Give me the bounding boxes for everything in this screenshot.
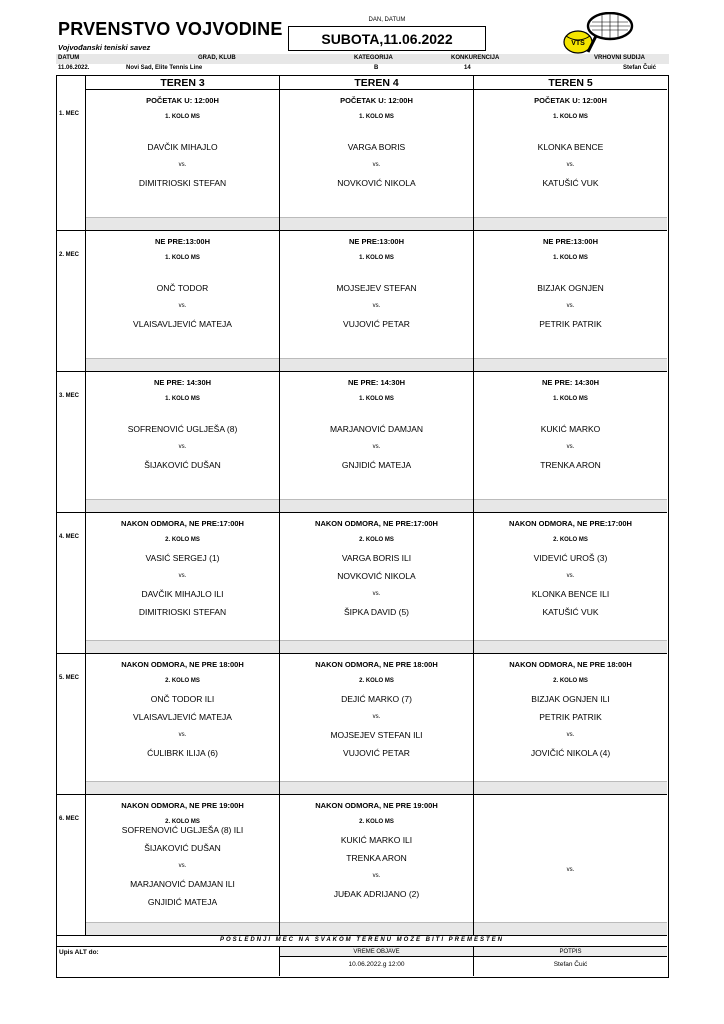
players-block [86, 279, 279, 333]
match-slot [473, 231, 667, 371]
versus-label: vs. [372, 303, 381, 309]
meta-value-sudija: Stefan Čuić [623, 65, 657, 71]
result-shade [280, 922, 473, 935]
player-name: KUKIĆ MARKO [540, 424, 601, 434]
match-slot [279, 231, 473, 371]
meta-header-row [56, 54, 669, 64]
players-block [474, 690, 667, 762]
date-caption: DAN, DATUM [368, 17, 406, 23]
round-label: 2. KOLO MS [359, 537, 394, 543]
player-name: PETRIK PATRIK [539, 319, 602, 329]
match-slot [473, 795, 667, 935]
player-name: BIZJAK OGNJEN [537, 283, 604, 293]
player-name: JUĐAK ADRIJANO (2) [333, 889, 420, 899]
player-name: GNJIDIĆ MATEJA [341, 460, 412, 470]
round-label: 2. KOLO MS [553, 537, 588, 543]
match-slot [85, 513, 279, 653]
match-label: 3. MEC [59, 393, 80, 399]
versus-label: vs. [566, 732, 575, 738]
player-name: VASIĆ SERGEJ (1) [145, 553, 220, 563]
match-slot [473, 372, 667, 512]
players-block [280, 420, 473, 474]
player-name: ONČ TODOR [156, 283, 209, 293]
meta-label-konkurencija: KONKURENCIJA [451, 55, 500, 61]
player-name: KATUŠIĆ VUK [542, 607, 599, 617]
start-time: NAKON ODMORA, NE PRE 19:00H [121, 801, 244, 810]
players-block [280, 549, 473, 621]
player-name: KATUŠIĆ VUK [542, 178, 599, 188]
match-row [57, 795, 667, 936]
publish-time-value: 10.06.2022.g 12:00 [348, 961, 405, 968]
players-block [474, 549, 667, 621]
result-shade [86, 358, 279, 371]
result-shade [474, 922, 667, 935]
versus-label: vs. [372, 591, 381, 597]
player-name: SOFRENOVIĆ UGLJEŠA (8) [127, 424, 238, 434]
player-name: NOVKOVIĆ NIKOLA [337, 178, 416, 188]
player-name: MOJSEJEV STEFAN ILI [330, 730, 423, 740]
players-block [280, 831, 473, 903]
match-slot [279, 90, 473, 230]
match-label: 6. MEC [59, 816, 80, 822]
match-row [57, 654, 667, 795]
court-header-5: TEREN 5 [473, 76, 667, 90]
result-shade [86, 781, 279, 794]
start-time: NAKON ODMORA, NE PRE 19:00H [315, 801, 438, 810]
match-slot [279, 654, 473, 794]
start-time: NE PRE: 14:30H [153, 378, 212, 387]
result-shade [474, 358, 667, 371]
match-slot [279, 795, 473, 935]
players-block [86, 821, 279, 911]
player-name: VARGA BORIS ILI [341, 553, 412, 563]
round-label: 1. KOLO MS [359, 255, 394, 261]
signature-label: POTPIS [474, 947, 667, 957]
versus-label: vs. [372, 444, 381, 450]
match-slot [473, 513, 667, 653]
match-slot [85, 90, 279, 230]
result-shade [280, 781, 473, 794]
match-slot [279, 372, 473, 512]
schedule-grid [56, 75, 669, 978]
round-label: 1. KOLO MS [553, 396, 588, 402]
player-name: VUJOVIĆ PETAR [343, 748, 410, 758]
start-time: NAKON ODMORA, NE PRE:17:00H [509, 519, 632, 528]
start-time: POČETAK U: 12:00H [146, 96, 219, 105]
player-name: ŠIPKA DAVID (5) [343, 607, 410, 617]
player-name: VLAISAVLJEVIĆ MATEJA [133, 712, 232, 722]
versus-label: vs. [372, 873, 381, 879]
match-slot [279, 513, 473, 653]
round-label: 2. KOLO MS [359, 678, 394, 684]
match-row [57, 513, 667, 654]
meta-label-datum: DATUM [58, 55, 80, 61]
match-row [57, 90, 667, 231]
court-header-4: TEREN 4 [279, 76, 473, 90]
players-block [280, 138, 473, 192]
player-name: ŠIJAKOVIĆ DUŠAN [144, 460, 221, 470]
match-label-cell [57, 372, 85, 512]
player-name: KLONKA BENCE ILI [531, 589, 610, 599]
result-shade [280, 640, 473, 653]
start-time: NAKON ODMORA, NE PRE:17:00H [315, 519, 438, 528]
meta-value-konkurencija: 14 [464, 65, 471, 71]
player-name: VUJOVIĆ PETAR [343, 319, 410, 329]
tennis-logo-icon [548, 12, 636, 58]
page-title: PRVENSTVO VOJVODINE [58, 19, 283, 39]
player-name: ŠIJAKOVIĆ DUŠAN [144, 843, 221, 853]
result-shade [86, 499, 279, 512]
result-shade [86, 217, 279, 230]
versus-label: vs. [372, 162, 381, 168]
start-time: NAKON ODMORA, NE PRE 18:00H [509, 660, 632, 669]
player-name: JOVIČIĆ NIKOLA (4) [530, 748, 611, 758]
round-label: 1. KOLO MS [359, 396, 394, 402]
player-name: VLAISAVLJEVIĆ MATEJA [133, 319, 232, 329]
players-block [474, 861, 667, 879]
versus-label: vs. [566, 303, 575, 309]
result-shade [280, 217, 473, 230]
result-shade [280, 358, 473, 371]
player-name: MOJSEJEV STEFAN [336, 283, 417, 293]
meta-value-grad: Novi Sad, Elite Tennis Line [126, 65, 203, 71]
meta-values-row [56, 64, 669, 74]
match-slot [473, 654, 667, 794]
player-name: KLONKA BENCE [537, 142, 604, 152]
players-block [474, 420, 667, 474]
round-label: 1. KOLO MS [165, 396, 200, 402]
round-label: 1. KOLO MS [553, 255, 588, 261]
player-name: BIZJAK OGNJEN ILI [531, 694, 610, 704]
round-label: 1. KOLO MS [165, 114, 200, 120]
match-label-cell [57, 513, 85, 653]
result-shade [474, 640, 667, 653]
players-block [86, 420, 279, 474]
signature-value: Stefan Čuić [553, 961, 588, 968]
result-shade [474, 781, 667, 794]
meta-value-datum: 11.06.2022. [58, 65, 90, 71]
player-name: MARJANOVIĆ DAMJAN [329, 424, 424, 434]
result-shade [474, 499, 667, 512]
publish-time-cell [279, 947, 473, 976]
round-label: 1. KOLO MS [553, 114, 588, 120]
player-name: GNJIDIĆ MATEJA [147, 897, 218, 907]
signature-cell [473, 947, 667, 976]
player-name: DIMITRIOSKI STEFAN [138, 607, 227, 617]
player-name: VARGA BORIS [347, 142, 406, 152]
round-label: 2. KOLO MS [165, 537, 200, 543]
versus-label: vs. [178, 573, 187, 579]
svg-text:VTS: VTS [571, 40, 585, 47]
match-label-cell [57, 654, 85, 794]
start-time: POČETAK U: 12:00H [534, 96, 607, 105]
player-name: KUKIĆ MARKO ILI [340, 835, 413, 845]
footer [57, 947, 667, 976]
player-name: NOVKOVIĆ NIKOLA [337, 571, 416, 581]
publish-time-label: VREME OBJAVE [280, 947, 473, 957]
versus-label: vs. [178, 732, 187, 738]
player-name: DAVČIK MIHAJLO [147, 142, 218, 152]
start-time: NAKON ODMORA, NE PRE:17:00H [121, 519, 244, 528]
result-shade [474, 217, 667, 230]
start-time: NE PRE:13:00H [348, 237, 405, 246]
player-name: TRENKA ARON [540, 460, 601, 470]
players-block [474, 279, 667, 333]
players-block [86, 138, 279, 192]
start-time: NE PRE:13:00H [542, 237, 599, 246]
start-time: POČETAK U: 12:00H [340, 96, 413, 105]
round-label: 1. KOLO MS [165, 255, 200, 261]
player-name: DEJIĆ MARKO (7) [341, 694, 412, 704]
player-name: DIMITRIOSKI STEFAN [138, 178, 227, 188]
meta-label-grad: GRAD, KLUB [198, 55, 236, 61]
player-name: SOFRENOVIĆ UGLJEŠA (8) ILI [121, 825, 244, 835]
result-shade [86, 922, 279, 935]
alt-label: Upis ALT do: [59, 949, 99, 956]
players-block [474, 138, 667, 192]
match-label-cell [57, 231, 85, 371]
result-shade [280, 499, 473, 512]
match-label: 2. MEC [59, 252, 80, 258]
result-shade [86, 640, 279, 653]
player-name: VIDEVIĆ UROŠ (3) [533, 553, 608, 563]
versus-label: vs. [178, 444, 187, 450]
versus-label: vs. [178, 863, 187, 869]
round-label: 2. KOLO MS [165, 678, 200, 684]
match-slot [85, 654, 279, 794]
match-slot [85, 795, 279, 935]
player-name: DAVČIK MIHAJLO ILI [141, 589, 224, 599]
match-slot [85, 231, 279, 371]
match-label: 5. MEC [59, 675, 80, 681]
player-name: ONČ TODOR ILI [150, 694, 215, 704]
match-label-cell [57, 795, 85, 935]
versus-label: vs. [372, 714, 381, 720]
match-label: 4. MEC [59, 534, 80, 540]
meta-label-sudija: VRHOVNI SUDIJA [594, 55, 646, 61]
players-block [86, 549, 279, 621]
start-time: NAKON ODMORA, NE PRE 18:00H [121, 660, 244, 669]
players-block [86, 690, 279, 762]
meta-value-kategorija: B [374, 65, 379, 71]
versus-label: vs. [178, 303, 187, 309]
players-block [280, 690, 473, 762]
start-time: NAKON ODMORA, NE PRE 18:00H [315, 660, 438, 669]
player-name: TRENKA ARON [346, 853, 407, 863]
round-label: 2. KOLO MS [359, 819, 394, 825]
start-time: NE PRE: 14:30H [347, 378, 406, 387]
match-row [57, 231, 667, 372]
page-subtitle: Vojvođanski teniski savez [58, 43, 151, 52]
date-box: SUBOTA,11.06.2022 [288, 26, 486, 51]
match-slot [473, 90, 667, 230]
player-name: ĆULIBRK ILIJA (6) [147, 748, 218, 758]
players-block [280, 279, 473, 333]
start-time: NE PRE:13:00H [154, 237, 211, 246]
versus-label: vs. [566, 444, 575, 450]
court-header-3: TEREN 3 [85, 76, 279, 90]
round-label: 2. KOLO MS [165, 819, 200, 825]
player-name: PETRIK PATRIK [539, 712, 602, 722]
match-label: 1. MEC [59, 111, 80, 117]
match-row [57, 372, 667, 513]
start-time: NE PRE: 14:30H [541, 378, 600, 387]
match-slot [85, 372, 279, 512]
round-label: 2. KOLO MS [553, 678, 588, 684]
versus-label: vs. [566, 867, 575, 873]
meta-label-kategorija: KATEGORIJA [354, 55, 393, 61]
versus-label: vs. [566, 162, 575, 168]
round-label: 1. KOLO MS [359, 114, 394, 120]
versus-label: vs. [178, 162, 187, 168]
player-name: MARJANOVIĆ DAMJAN ILI [130, 879, 235, 889]
match-label-cell [57, 90, 85, 230]
versus-label: vs. [566, 573, 575, 579]
footer-note: POSLEDNJI MEC NA SVAKOM TERENU MOZE BITI PREMESTEN [57, 937, 667, 947]
